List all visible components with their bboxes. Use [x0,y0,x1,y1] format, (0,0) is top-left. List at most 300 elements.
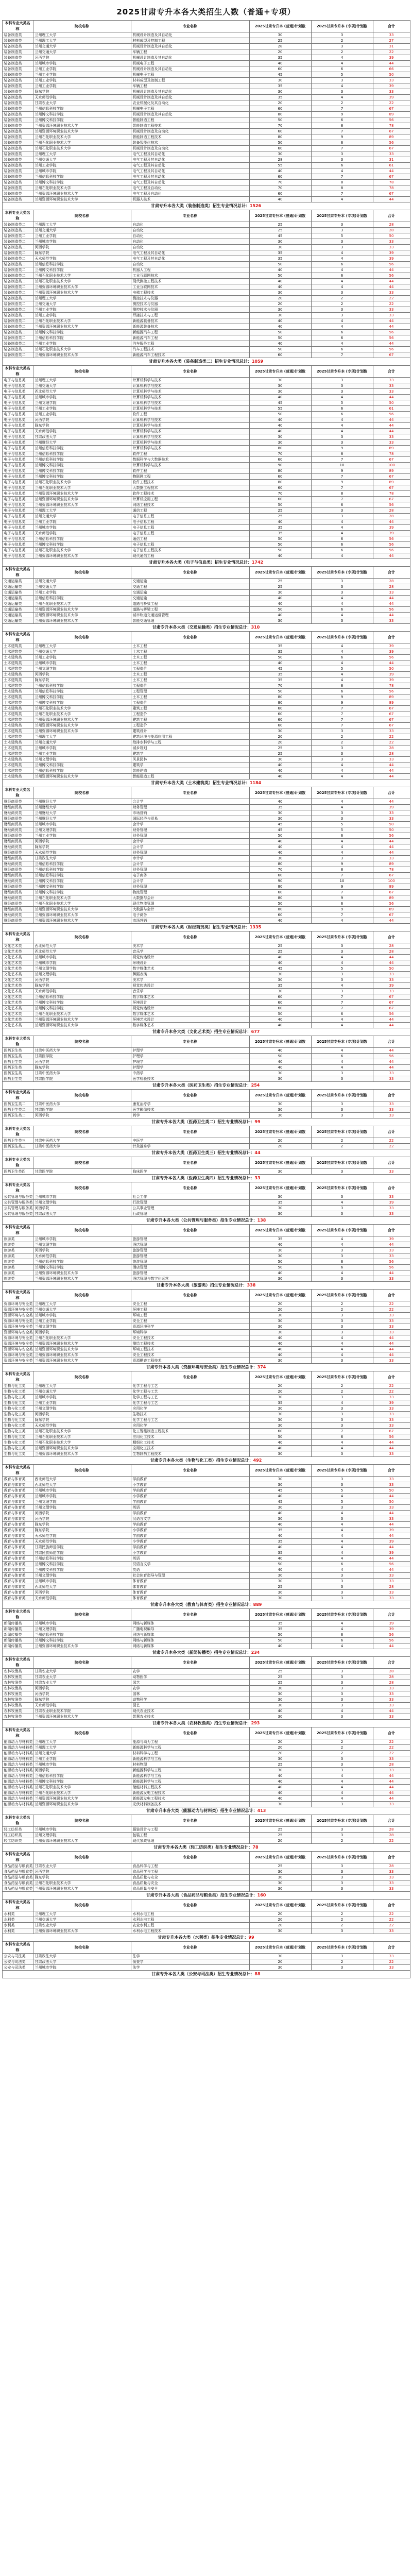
cell-plan-special: 2 [311,1301,373,1307]
cell-plan-general: 30 [249,1703,311,1708]
cell-plan-general: 40 [249,768,311,774]
table-row [2,717,410,723]
cell-plan-special: 7 [311,706,373,711]
cell-school: 兰州工业学院 [33,313,131,318]
table-row [2,827,410,833]
cell-category: 旅游类 [2,1270,33,1276]
cell-category: 电子与信息类 [2,553,33,559]
column-header-school: 院校名称 [33,1609,131,1621]
cell-total: 56 [373,335,410,341]
cell-major: 电气工程及其自动化 [131,174,249,180]
cell-school: 兰州信息科技学院 [33,457,131,463]
cell-total: 56 [373,1054,410,1059]
cell-plan-special: 4 [311,318,373,324]
cell-total: 56 [373,689,410,694]
header-row [2,931,410,943]
cell-school: 陇东学院 [33,1697,131,1703]
table-row [2,1107,410,1113]
column-header-school: 院校名称 [33,1942,131,1954]
cell-plan-special: 4 [311,1539,373,1545]
cell-total: 22 [373,1959,410,1965]
cell-plan-general: 30 [249,1954,311,1959]
cell-plan-general: 20 [249,1923,311,1928]
cell-category: 文化艺术类 [2,955,33,960]
column-header-plan-special: 2025甘肃专升本 (专项)计划数 [311,1657,373,1669]
cell-major: 计算机科学与技术 [131,463,249,468]
table-row [2,1318,410,1324]
cell-major: 化学工程与工艺 [131,1383,249,1389]
cell-category: 电子与信息类 [2,508,33,514]
cell-category: 食品药品与粮食类 [2,1869,33,1875]
cell-school: 兰州资源环境职业技术大学 [33,191,131,197]
cell-plan-special: 9 [311,134,373,140]
column-header-plan-special: 2025甘肃专升本 (专项)计划数 [311,1182,373,1194]
cell-plan-special: 7 [311,723,373,728]
cell-major: 车辆工程 [131,83,249,89]
cell-school: 兰州文理学院 [33,1406,131,1412]
cell-plan-special: 4 [311,1347,373,1352]
cell-total: 39 [373,531,410,536]
cell-plan-general: 35 [249,1528,311,1533]
section-summary-label: 甘肃专升本各大类（交通运输类）招生专业情况总计： [152,625,251,630]
cell-school: 兰州博文科技学院 [33,884,131,890]
cell-plan-general: 35 [249,983,311,989]
table-row [2,228,410,233]
cell-category: 能源动力与材料类 [2,1745,33,1751]
cell-major: 电气工程及其自动化 [131,163,249,168]
cell-plan-special: 4 [311,1023,373,1028]
cell-plan-general: 35 [249,1200,311,1206]
cell-major: 环境设计 [131,960,249,966]
cell-plan-general: 60 [249,352,311,358]
header-row [2,1657,410,1669]
cell-school: 甘肃农业大学 [33,1674,131,1680]
cell-total: 39 [373,55,410,61]
cell-school: 兰州文理学院 [33,972,131,977]
cell-total: 28 [373,579,410,584]
cell-plan-special: 3 [311,514,373,519]
table-row [2,1301,410,1307]
cell-plan-general: 40 [249,1533,311,1539]
cell-category: 资源环境与安全类 [2,1318,33,1324]
table-row [2,994,410,1000]
table-row [2,83,410,89]
cell-major: 电气工程及其自动化 [131,256,249,262]
cell-major: 新能源汽车工程技术 [131,352,249,358]
cell-total: 39 [373,1236,410,1242]
table-row [2,301,410,307]
cell-plan-general: 35 [249,1621,311,1626]
table-row [2,983,410,989]
cell-plan-general: 50 [249,536,311,542]
cell-plan-general: 30 [249,151,311,157]
cell-category: 土木建筑类 [2,683,33,689]
table-row [2,1917,410,1923]
table-row [2,740,410,745]
table-row [2,38,410,44]
cell-plan-general: 35 [249,531,311,536]
column-header-category: 本科专业大类名称 [2,1182,33,1194]
cell-major: 土木工程 [131,660,249,666]
cell-plan-special: 3 [311,1703,373,1708]
cell-plan-special: 3 [311,728,373,734]
cell-major: 机械设计制造及其自动化 [131,89,249,95]
column-header-plan-general: 2025甘肃专升本 (普通)计划数 [249,632,311,643]
cell-major: 新能源汽车工程 [131,330,249,335]
cell-major: 给排水科学与工程 [131,740,249,745]
column-header-major: 专业名称 [131,1290,249,1301]
section-summary-count: 310 [251,625,260,630]
section-summary-label: 甘肃专升本各大类（公安与司法类）招生专业情况总计： [151,1972,255,1976]
table-row [2,757,410,762]
cell-major: 酒店管理 [131,1265,249,1270]
column-header-major: 专业名称 [131,1036,249,1048]
cell-total: 56 [373,1265,410,1270]
cell-total: 44 [373,417,410,423]
cell-major: 计算机科学与技术 [131,417,249,423]
cell-category: 财经商贸类 [2,850,33,856]
section-summary-label: 甘肃专升本各大类（土木建筑类）招生专业情况总计： [150,781,250,785]
column-header-school: 院校名称 [33,1657,131,1669]
cell-major: 电梯工程技术 [131,290,249,296]
cell-total: 67 [373,912,410,918]
cell-major: 物联网工程 [131,474,249,480]
cell-school: 甘肃中医药大学 [33,1101,131,1107]
cell-total: 44 [373,341,410,347]
cell-plan-general: 30 [249,1886,311,1892]
cell-school: 兰州信息科技学院 [33,867,131,873]
cell-plan-general: 20 [249,100,311,106]
cell-category: 教育与体育类 [2,1488,33,1494]
cell-major: 财务管理 [131,884,249,890]
cell-category: 装备制造类二 [2,318,33,324]
cell-plan-general: 30 [249,810,311,816]
cell-total: 33 [373,1358,410,1364]
cell-plan-general: 40 [249,1017,311,1023]
table-row [2,417,410,423]
column-header-total: 合计 [373,1942,410,1954]
cell-plan-special: 4 [311,1400,373,1406]
table-row [2,468,410,474]
cell-plan-general: 35 [249,1400,311,1406]
table-row [2,1065,410,1071]
column-header-plan-special: 2025甘肃专升本 (专项)计划数 [311,366,373,378]
column-header-category: 本科专业大类名称 [2,1727,33,1739]
cell-total: 22 [373,100,410,106]
column-header-total: 合计 [373,1900,410,1911]
section-summary-label: 甘肃专升本各大类（财经商贸类）招生专业情况总计： [150,925,250,929]
cell-plan-general: 40 [249,1567,311,1573]
cell-category: 农林牧渔类 [2,1714,33,1720]
cell-total: 39 [373,649,410,655]
cell-school: 兰州信息科技学院 [33,1632,131,1638]
cell-plan-general: 30 [249,1516,311,1522]
cell-school: 兰州工业学院 [33,163,131,168]
table-row [2,1048,410,1054]
cell-plan-general: 20 [249,301,311,307]
cell-plan-general: 35 [249,1550,311,1556]
section-summary-count: 338 [247,1283,256,1287]
table-row [2,1259,410,1265]
cell-school: 甘肃政法大学 [33,1954,131,1959]
cell-school: 兰州城市学院 [33,1621,131,1626]
cell-total: 44 [373,1446,410,1451]
cell-plan-general: 40 [249,660,311,666]
cell-plan-general: 25 [249,1680,311,1686]
cell-major: 园艺 [131,1703,249,1708]
cell-plan-general: 40 [249,1335,311,1341]
cell-plan-special: 8 [311,451,373,457]
column-header-category: 本科专业大类名称 [2,1090,33,1101]
section-summary-count: 99 [254,1120,261,1124]
cell-plan-special: 6 [311,1562,373,1567]
cell-category: 装备制造类 [2,49,33,55]
cell-total: 33 [373,1313,410,1318]
cell-major: 汽车工程技术 [131,347,249,352]
cell-total: 33 [373,972,410,977]
cell-category: 医药卫生类三 [2,1138,33,1144]
cell-plan-general: 50 [249,335,311,341]
cell-plan-general: 40 [249,324,311,330]
cell-plan-general: 20 [249,1838,311,1844]
cell-category: 水利类 [2,1923,33,1928]
cell-total: 33 [373,856,410,861]
cell-school: 西北师范大学 [33,1584,131,1590]
cell-total: 22 [373,1138,410,1144]
cell-total: 67 [373,474,410,480]
cell-category: 土木建筑类 [2,734,33,740]
column-header-total: 合计 [373,1727,410,1739]
column-header-plan-special: 2025甘肃专升本 (专项)计划数 [311,21,373,32]
cell-major: 土木工程 [131,649,249,655]
cell-category: 装备制造类 [2,197,33,202]
cell-category: 文化艺术类 [2,983,33,989]
cell-school: 兰州资源环境职业技术大学 [33,290,131,296]
cell-plan-general: 50 [249,502,311,508]
cell-total: 44 [373,168,410,174]
cell-school: 兰州石化职业技术大学 [33,1429,131,1434]
cell-plan-general: 30 [249,89,311,95]
cell-plan-special: 3 [311,757,373,762]
cell-plan-special: 4 [311,960,373,966]
cell-category: 电子与信息类 [2,525,33,531]
cell-major: 安全工程技术 [131,1352,249,1358]
cell-major: 土木工程 [131,694,249,700]
cell-plan-special: 4 [311,1059,373,1065]
cell-total: 67 [373,146,410,151]
cell-total: 33 [373,1703,410,1708]
cell-plan-special: 4 [311,341,373,347]
cell-plan-general: 30 [249,32,311,38]
table-row [2,878,410,884]
cell-school: 兰州博文科技学院 [33,468,131,474]
table-row [2,123,410,129]
cell-school: 兰州资源环境职业技术大学 [33,197,131,202]
cell-category: 文化艺术类 [2,1006,33,1011]
cell-plan-special: 4 [311,677,373,683]
cell-plan-special: 4 [311,799,373,805]
cell-plan-general: 40 [249,799,311,805]
column-header-school: 院校名称 [33,632,131,643]
cell-plan-special: 5 [311,822,373,827]
cell-plan-special: 4 [311,525,373,531]
table-row [2,1211,410,1217]
cell-major: 环境工程 [131,1313,249,1318]
cell-total: 67 [373,1000,410,1006]
cell-total: 56 [373,548,410,553]
table-row [2,1429,410,1434]
cell-category: 文化艺术类 [2,972,33,977]
cell-plan-special: 6 [311,117,373,123]
cell-category: 装备制造类 [2,95,33,100]
column-header-total: 合计 [373,1225,410,1236]
cell-category: 农林牧渔类 [2,1674,33,1680]
column-header-total: 合计 [373,1036,410,1048]
cell-category: 财经商贸类 [2,873,33,878]
cell-plan-special: 9 [311,895,373,901]
cell-plan-general: 25 [249,222,311,228]
cell-category: 轻工纺织类 [2,1827,33,1833]
cell-major: 建筑设计 [131,728,249,734]
cell-plan-general: 40 [249,1048,311,1054]
cell-major: 光伏材料制备技术 [131,1802,249,1807]
cell-school: 兰州交通大学 [33,1751,131,1756]
cell-major: 护理学 [131,1054,249,1059]
cell-major: 城市轨道交通运营管理 [131,613,249,618]
header-row [2,1036,410,1048]
section-summary-row [2,1971,410,1978]
table-row [2,1562,410,1567]
cell-school: 陇东学院 [33,423,131,429]
cell-category: 装备制造类 [2,100,33,106]
table-row [2,352,410,358]
cell-total: 27 [373,38,410,44]
cell-total: 33 [373,1686,410,1691]
cell-plan-general: 60 [249,706,311,711]
cell-category: 土木建筑类 [2,740,33,745]
table-row [2,222,410,228]
cell-major: 精细化工技术 [131,1440,249,1446]
cell-category: 财经商贸类 [2,878,33,884]
header-row [2,1609,410,1621]
cell-plan-general: 60 [249,912,311,918]
cell-total: 44 [373,324,410,330]
cell-plan-special: 3 [311,1714,373,1720]
cell-major: 网络工程技术 [131,502,249,508]
header-row [2,210,410,222]
cell-plan-general: 60 [249,174,311,180]
cell-school: 兰州资源环境职业技术大学 [33,618,131,624]
cell-plan-general: 20 [249,1144,311,1149]
column-header-major: 专业名称 [131,787,249,799]
cell-total: 56 [373,901,410,907]
cell-total: 33 [373,1768,410,1773]
table-row [2,485,410,491]
cell-major: 装备智能化技术 [131,140,249,146]
cell-school: 兰州石化职业技术大学 [33,318,131,324]
cell-plan-general: 30 [249,1928,311,1934]
cell-plan-special: 3 [311,1477,373,1482]
cell-plan-general: 40 [249,417,311,423]
cell-category: 能源动力与材料类 [2,1779,33,1785]
cell-total: 39 [373,677,410,683]
column-header-total: 合计 [373,1157,410,1169]
table-row [2,655,410,660]
column-header-category: 本科专业大类名称 [2,1126,33,1138]
cell-major: 机器人技术 [131,197,249,202]
cell-plan-special: 3 [311,239,373,245]
cell-category: 农林牧渔类 [2,1686,33,1691]
cell-major: 学前教育 [131,1477,249,1482]
table-row [2,197,410,202]
cell-category: 生物与化工类 [2,1440,33,1446]
cell-school: 天水师范学院 [33,1253,131,1259]
table-row [2,185,410,191]
table-row [2,341,410,347]
cell-major: 新能源发电工程技术 [131,1790,249,1796]
column-header-major: 专业名称 [131,1727,249,1739]
table-row [2,1248,410,1253]
table-row [2,256,410,262]
cell-category: 装备制造类二 [2,279,33,284]
cell-plan-special: 9 [311,694,373,700]
cell-total: 78 [373,185,410,191]
cell-school: 西北师范大学 [33,1482,131,1488]
cell-plan-special: 4 [311,918,373,924]
cell-school: 兰州博文科技学院 [33,180,131,185]
cell-total: 89 [373,446,410,451]
cell-major: 旅游管理 [131,1259,249,1265]
table-row [2,1708,410,1714]
section-summary-row [2,1082,410,1090]
cell-total: 44 [373,1242,410,1248]
cell-plan-general: 25 [249,38,311,44]
section-summary [2,1807,410,1815]
cell-total: 22 [373,1923,410,1928]
cell-category: 土木建筑类 [2,706,33,711]
table-row [2,1886,410,1892]
cell-category: 财经商贸类 [2,884,33,890]
section-summary-row [2,1175,410,1182]
cell-plan-general: 40 [249,279,311,284]
cell-total: 78 [373,867,410,873]
cell-category: 装备制造类 [2,83,33,89]
cell-total: 39 [373,643,410,649]
cell-category: 电子与信息类 [2,548,33,553]
cell-major: 数字媒体艺术 [131,994,249,1000]
cell-plan-special: 3 [311,1928,373,1934]
table-row [2,1596,410,1601]
cell-category: 轻工纺织类 [2,1838,33,1844]
cell-major: 网络与新媒体 [131,1638,249,1643]
cell-major: 康复治疗学 [131,1101,249,1107]
table-row [2,666,410,672]
cell-plan-general: 35 [249,256,311,262]
cell-total: 28 [373,1674,410,1680]
column-header-category: 本科专业大类名称 [2,567,33,579]
table-row [2,1533,410,1539]
cell-plan-general: 30 [249,1412,311,1417]
cell-plan-special: 5 [311,666,373,672]
cell-major: 财务管理 [131,850,249,856]
cell-school: 兰州资源环境职业技术大学 [33,717,131,723]
cell-school: 兰州交通大学 [33,157,131,163]
cell-major: 食品质量与安全 [131,1886,249,1892]
cell-plan-special: 3 [311,1596,373,1601]
table-row [2,1144,410,1149]
table-row [2,1745,410,1751]
cell-major: 学前教育 [131,1545,249,1550]
